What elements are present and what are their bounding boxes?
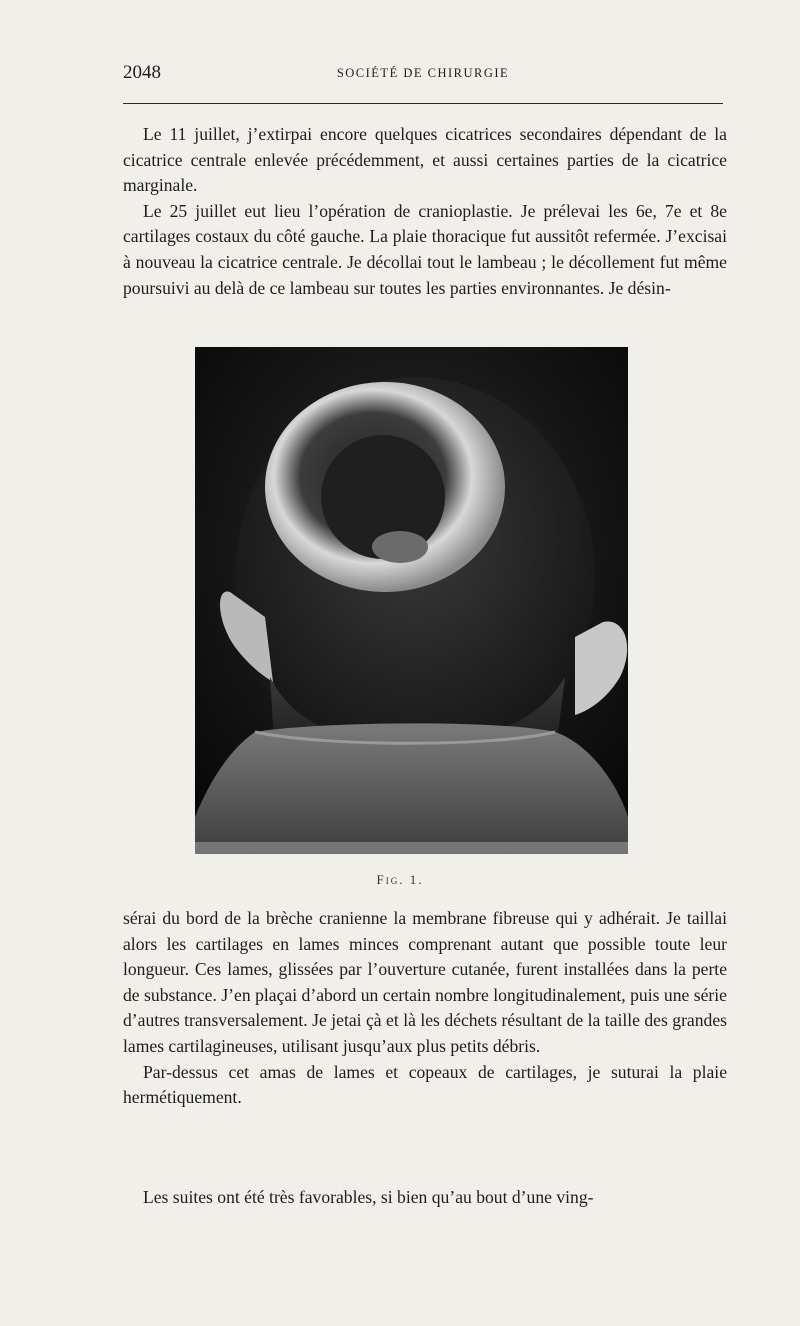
paragraph: Les suites ont été très favorables, si bien qu’au bout d’une ving- (143, 1187, 594, 1207)
page-number: 2048 (123, 62, 161, 83)
text-block-top (123, 122, 727, 301)
paragraph: Le 11 juillet, j’extirpai encore quelques cicatrices secondaires dépendant de la cicatrice centrale enlevée précédemment, et aussi certaines parties de la cicatrice marginale. (123, 124, 727, 196)
text-block-last (123, 1185, 727, 1211)
running-title: SOCIÉTÉ DE CHIRURGIE (336, 66, 510, 80)
paragraph: sérai du bord de la brèche cranienne la membrane fibreuse qui y adhérait. Je taillai alors les cartilages en lames minces comprenant autant que possible toute leur longueur. Ces lames, glissées par l’ouverture cutanée, furent installées dans la perte de substance. J’en plaçai d’abord un certain nombre longitudinalement, puis une série d’autres transversalement. Je jetai çà et là les déchets résultant de la taille des grandes lames cartilagineuses, utilisant jusqu’aux plus petits débris. (123, 908, 727, 1056)
figure-photograph (195, 347, 628, 854)
paragraph: Le 25 juillet eut lieu l’opération de cranioplastie. Je prélevai les 6e, 7e et 8e cartilages costaux du côté gauche. La plaie thoracique fut aussitôt refermée. J’excisai à nouveau la cicatrice centrale. Je décollai tout le lambeau ; le décollement fut même poursuivi au delà de ce lambeau sur toutes les parties environnantes. Je désin- (123, 200, 727, 298)
figure-caption: Fig. 1. (376, 872, 424, 887)
head-back-photo (195, 347, 628, 854)
paragraph: Par-dessus cet amas de lames et copeaux de cartilages, je suturai la plaie hermétiquement. (123, 1061, 727, 1108)
text-block-bottom (123, 906, 727, 1111)
page-header (123, 62, 723, 86)
header-rule (123, 103, 723, 104)
